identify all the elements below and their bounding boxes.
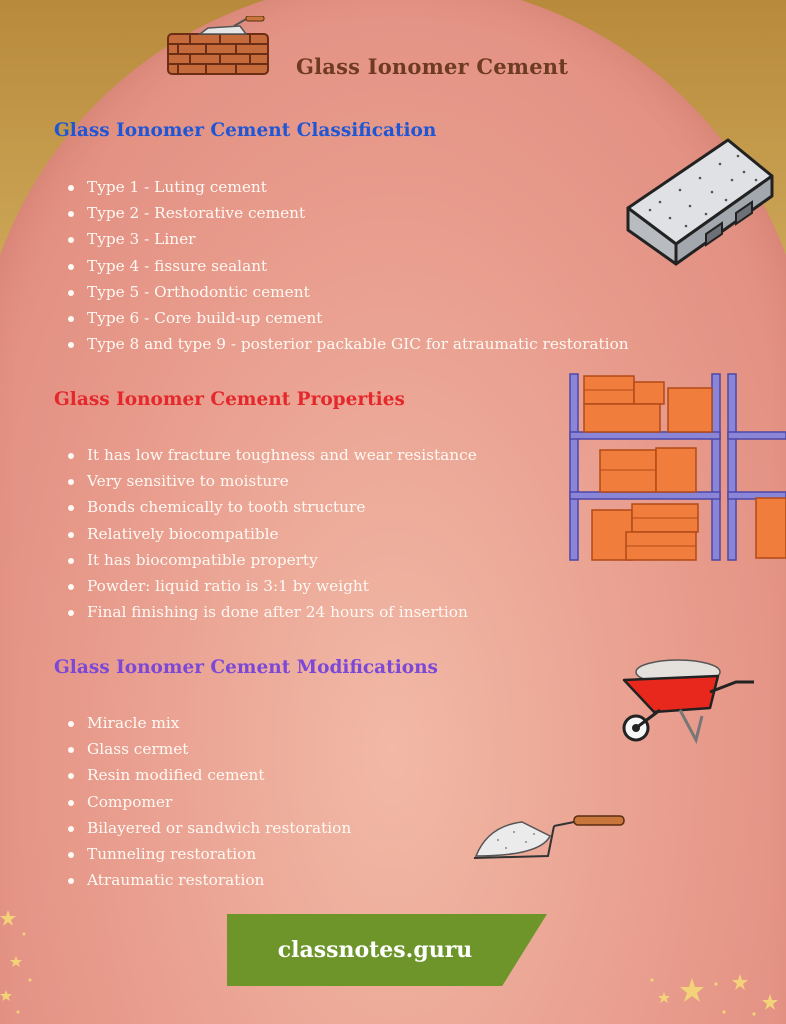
properties-heading: Glass Ionomer Cement Properties	[54, 389, 405, 410]
list-item: Tunneling restoration	[66, 841, 351, 867]
classification-heading: Glass Ionomer Cement Classification	[54, 120, 437, 141]
list-item: Powder: liquid ratio is 3:1 by weight	[66, 573, 477, 599]
list-item: It has low fracture toughness and wear resistance	[66, 442, 477, 468]
brick-wall-trowel-icon	[162, 16, 274, 78]
wheelbarrow-icon	[620, 652, 760, 746]
concrete-block-icon	[620, 136, 780, 268]
modifications-heading: Glass Ionomer Cement Modifications	[54, 657, 438, 678]
list-item: Final finishing is done after 24 hours of insertion	[66, 599, 477, 625]
list-item: Type 6 - Core build-up cement	[66, 305, 629, 331]
list-item: Type 1 - Luting cement	[66, 174, 629, 200]
classification-list	[66, 174, 629, 357]
list-item: Bonds chemically to tooth structure	[66, 494, 477, 520]
list-item: Type 3 - Liner	[66, 226, 629, 252]
list-item: Very sensitive to moisture	[66, 468, 477, 494]
list-item: Atraumatic restoration	[66, 867, 351, 893]
list-item: It has biocompatible property	[66, 547, 477, 573]
warehouse-shelves-icon	[566, 370, 786, 564]
list-item: Resin modified cement	[66, 762, 351, 788]
list-item: Relatively biocompatible	[66, 521, 477, 547]
properties-list	[66, 442, 477, 625]
gold-stars-icon	[644, 964, 786, 1024]
list-item: Compomer	[66, 789, 351, 815]
footer-site-link[interactable]: classnotes.guru	[277, 937, 473, 963]
trowel-cement-icon	[470, 812, 626, 862]
list-item: Bilayered or sandwich restoration	[66, 815, 351, 841]
list-item: Glass cermet	[66, 736, 351, 762]
list-item: Type 8 and type 9 - posterior packable GIC for atraumatic restoration	[66, 331, 629, 357]
list-item: Type 2 - Restorative cement	[66, 200, 629, 226]
modifications-list	[66, 710, 351, 893]
list-item: Type 5 - Orthodontic cement	[66, 279, 629, 305]
page-title: Glass Ionomer Cement	[296, 54, 569, 79]
gold-stars-icon	[0, 904, 40, 1024]
list-item: Type 4 - fissure sealant	[66, 253, 629, 279]
list-item: Miracle mix	[66, 710, 351, 736]
